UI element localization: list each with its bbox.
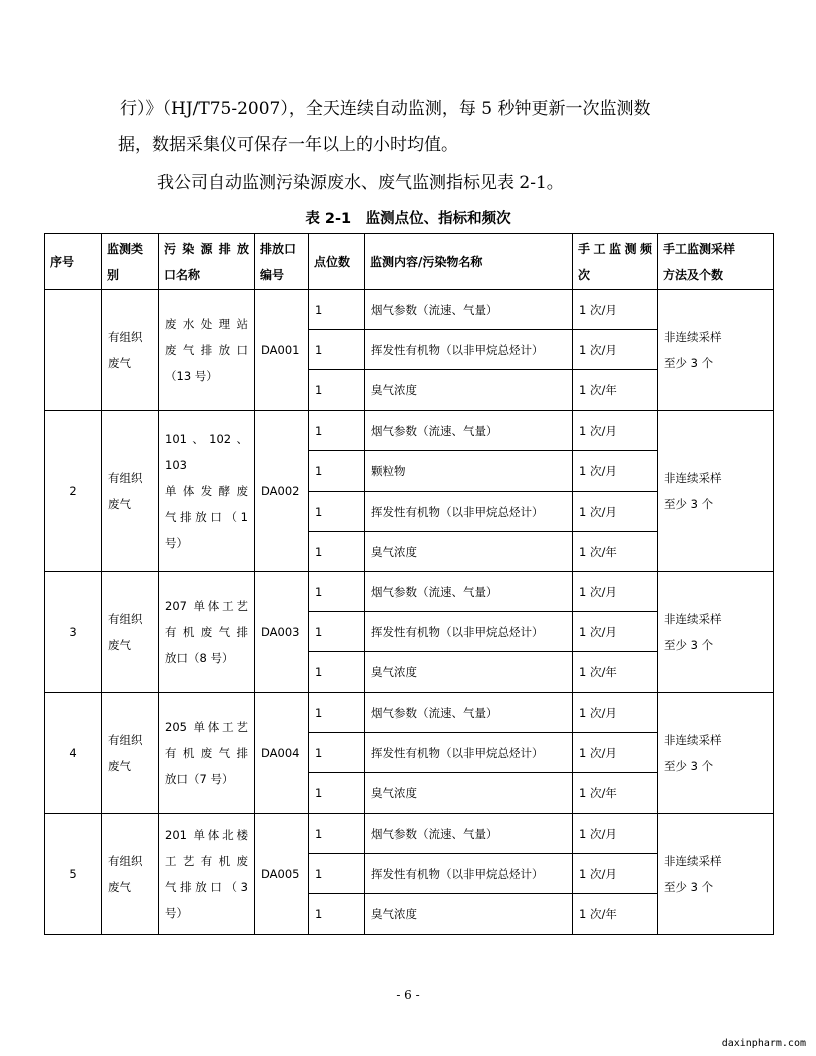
source-name-cell: 207 单体工艺 有机废气排 放口（8 号） [159, 572, 255, 693]
seq-cell: 2 [45, 411, 102, 572]
header-category: 监测类 别 [102, 234, 159, 290]
content-cell: 臭气浓度 [365, 370, 573, 411]
content-cell: 烟气参数（流速、气量） [365, 572, 573, 612]
frequency-cell: 1 次/月 [573, 572, 658, 612]
points-cell: 1 [309, 451, 365, 492]
source-name-cell: 205 单体工艺 有机废气排 放口（7 号） [159, 693, 255, 814]
points-cell: 1 [309, 492, 365, 532]
seq-cell: 4 [45, 693, 102, 814]
header-method: 手工监测采样 方法及个数 [658, 234, 774, 290]
points-cell: 1 [309, 693, 365, 733]
table-row [45, 693, 774, 733]
sampling-method-cell: 非连续采样 至少 3 个 [658, 290, 774, 411]
points-cell: 1 [309, 894, 365, 935]
points-cell: 1 [309, 411, 365, 451]
category-cell: 有组织 废气 [102, 572, 159, 693]
site-watermark: daxinpharm.com [721, 1038, 806, 1049]
header-points: 点位数 [309, 234, 365, 290]
table-row [45, 411, 774, 451]
category-cell: 有组织 废气 [102, 693, 159, 814]
source-name-cell: 废水处理站 废气排放口 （13 号） [159, 290, 255, 411]
points-cell: 1 [309, 330, 365, 370]
seq-cell: 3 [45, 572, 102, 693]
content-cell: 烟气参数（流速、气量） [365, 814, 573, 854]
content-cell: 臭气浓度 [365, 894, 573, 935]
category-cell: 有组织 废气 [102, 290, 159, 411]
table-caption: 表 2-1 监测点位、指标和频次 [305, 211, 511, 227]
category-cell: 有组织 废气 [102, 411, 159, 572]
page-number: - 6 - [396, 988, 420, 1002]
frequency-cell: 1 次/月 [573, 411, 658, 451]
header-code: 排放口 编号 [255, 234, 309, 290]
table-header-row [45, 234, 774, 290]
points-cell: 1 [309, 290, 365, 330]
frequency-cell: 1 次/月 [573, 612, 658, 652]
header-frequency: 手工监测频 次 [573, 234, 658, 290]
body-paragraph-line-1: 行）》（HJ/T75-2007），全天连续自动监测，每 5 秒钟更新一次监测数 [120, 99, 651, 119]
sampling-method-cell: 非连续采样 至少 3 个 [658, 814, 774, 935]
header-content: 监测内容/污染物名称 [365, 234, 573, 290]
header-source: 污染源排放 口名称 [159, 234, 255, 290]
frequency-cell: 1 次/月 [573, 733, 658, 773]
table-row [45, 572, 774, 612]
frequency-cell: 1 次/年 [573, 370, 658, 411]
frequency-cell: 1 次/月 [573, 492, 658, 532]
content-cell: 挥发性有机物（以非甲烷总烃计） [365, 612, 573, 652]
outlet-code-cell: DA005 [255, 814, 309, 935]
content-cell: 臭气浓度 [365, 532, 573, 572]
points-cell: 1 [309, 572, 365, 612]
sampling-method-cell: 非连续采样 至少 3 个 [658, 411, 774, 572]
source-name-cell: 201 单体北楼 工艺有机废 气排放口（3 号） [159, 814, 255, 935]
outlet-code-cell: DA003 [255, 572, 309, 693]
outlet-code-cell: DA001 [255, 290, 309, 411]
sampling-method-cell: 非连续采样 至少 3 个 [658, 693, 774, 814]
points-cell: 1 [309, 612, 365, 652]
outlet-code-cell: DA004 [255, 693, 309, 814]
frequency-cell: 1 次/年 [573, 652, 658, 693]
content-cell: 烟气参数（流速、气量） [365, 693, 573, 733]
points-cell: 1 [309, 733, 365, 773]
content-cell: 挥发性有机物（以非甲烷总烃计） [365, 330, 573, 370]
frequency-cell: 1 次/年 [573, 773, 658, 814]
source-name-cell: 101、102、103 单体发酵废 气排放口（1 号） [159, 411, 255, 572]
frequency-cell: 1 次/月 [573, 451, 658, 492]
content-cell: 挥发性有机物（以非甲烷总烃计） [365, 854, 573, 894]
frequency-cell: 1 次/月 [573, 330, 658, 370]
seq-cell: 5 [45, 814, 102, 935]
content-cell: 烟气参数（流速、气量） [365, 411, 573, 451]
frequency-cell: 1 次/月 [573, 854, 658, 894]
frequency-cell: 1 次/年 [573, 532, 658, 572]
category-cell: 有组织 废气 [102, 814, 159, 935]
frequency-cell: 1 次/月 [573, 814, 658, 854]
seq-cell [45, 290, 102, 411]
body-paragraph-line-3: 我公司自动监测污染源废水、废气监测指标见表 2-1。 [157, 173, 564, 193]
header-seq: 序号 [45, 234, 102, 290]
table-row [45, 290, 774, 330]
outlet-code-cell: DA002 [255, 411, 309, 572]
sampling-method-cell: 非连续采样 至少 3 个 [658, 572, 774, 693]
points-cell: 1 [309, 814, 365, 854]
monitoring-table [44, 233, 774, 935]
frequency-cell: 1 次/月 [573, 290, 658, 330]
body-paragraph-line-2: 据，数据采集仪可保存一年以上的小时均值。 [118, 135, 458, 155]
frequency-cell: 1 次/月 [573, 693, 658, 733]
content-cell: 烟气参数（流速、气量） [365, 290, 573, 330]
frequency-cell: 1 次/年 [573, 894, 658, 935]
content-cell: 挥发性有机物（以非甲烷总烃计） [365, 733, 573, 773]
points-cell: 1 [309, 370, 365, 411]
content-cell: 挥发性有机物（以非甲烷总烃计） [365, 492, 573, 532]
points-cell: 1 [309, 652, 365, 693]
points-cell: 1 [309, 532, 365, 572]
table-body [45, 290, 774, 935]
points-cell: 1 [309, 773, 365, 814]
content-cell: 臭气浓度 [365, 652, 573, 693]
points-cell: 1 [309, 854, 365, 894]
content-cell: 臭气浓度 [365, 773, 573, 814]
table-row [45, 814, 774, 854]
content-cell: 颗粒物 [365, 451, 573, 492]
